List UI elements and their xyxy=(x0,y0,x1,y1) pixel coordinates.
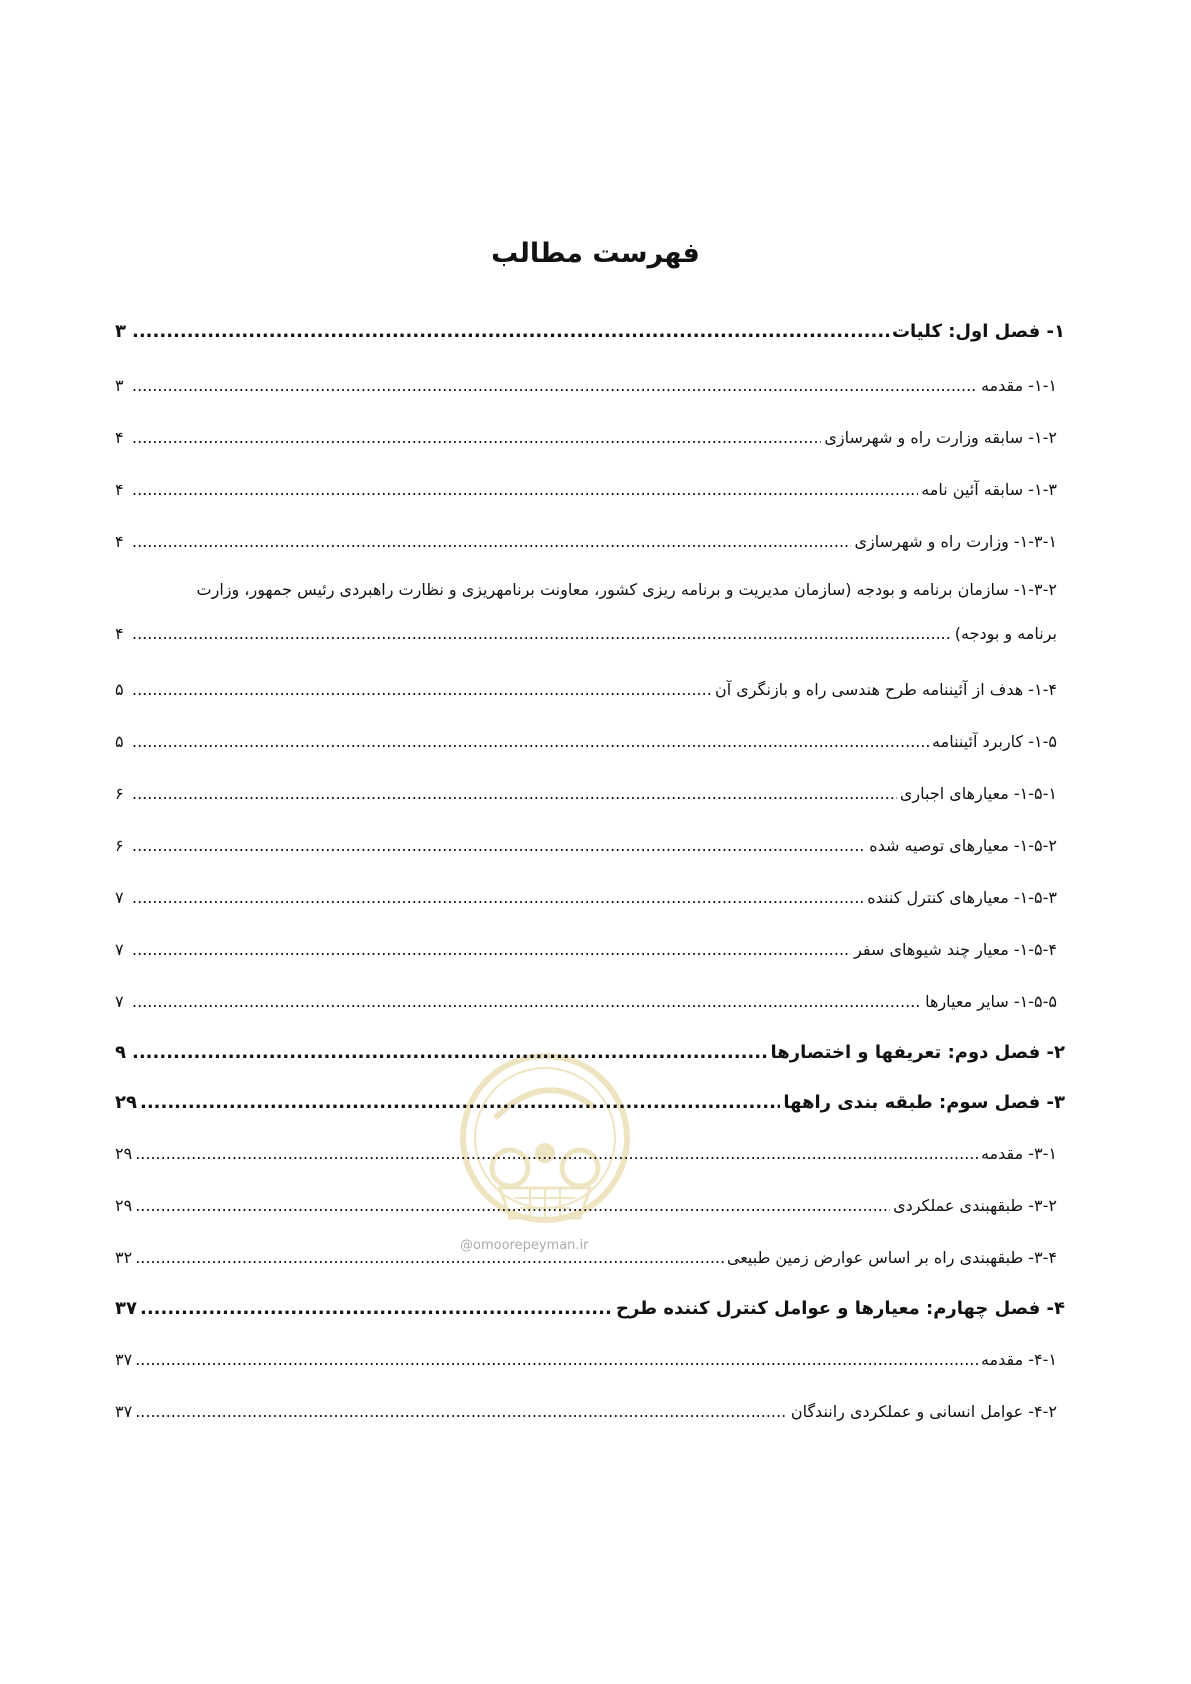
dot-leader xyxy=(132,412,821,464)
toc-section[interactable] xyxy=(115,464,1065,516)
dot-leader xyxy=(132,820,866,872)
toc-page-number: ۶ xyxy=(115,784,124,803)
toc-page-number: ۳۲ xyxy=(115,1248,133,1267)
toc-entry-text: ۳-۴- طبقهبندی راه بر اساس عوارض زمین طبیعی xyxy=(726,1248,1057,1267)
toc-section[interactable] xyxy=(115,1232,1065,1284)
dot-leader xyxy=(140,1284,613,1334)
toc-page-number: ۳۷ xyxy=(115,1298,137,1319)
toc-chapter-1[interactable] xyxy=(115,310,1065,354)
toc-entry-text: ۱-۲- سابقه وزارت راه و شهرسازی xyxy=(824,428,1057,447)
toc-section[interactable] xyxy=(115,820,1065,872)
toc-chapter-2[interactable] xyxy=(115,1028,1065,1078)
dot-leader xyxy=(132,360,978,412)
toc-entry-text: ۱-۵-۲- معیارهای توصیه شده xyxy=(869,836,1057,855)
toc-entry-text: ۴-۱- مقدمه xyxy=(980,1350,1057,1369)
toc-entry-text: ۱-۵-۴- معیار چند شیوهای سفر xyxy=(854,940,1057,959)
toc-section[interactable] xyxy=(115,360,1065,412)
toc-entry-text: ۱-۵-۳- معیارهای کنترل کننده xyxy=(867,888,1057,907)
toc-entry-text: ۱-۵-۵- سایر معیارها xyxy=(925,992,1057,1011)
toc-entry-text: ۴-۲- عوامل انسانی و عملکردی رانندگان xyxy=(790,1402,1057,1421)
dot-leader xyxy=(132,664,712,716)
toc-section[interactable] xyxy=(115,1180,1065,1232)
toc-section[interactable] xyxy=(115,412,1065,464)
dot-leader xyxy=(135,1232,724,1284)
dot-leader xyxy=(132,310,889,354)
toc-entry-text: ۱-۵- کاربرد آئیننامه xyxy=(932,732,1057,751)
toc-page-number: ۵ xyxy=(115,680,124,699)
toc-entry-text: ۲- فصل دوم: تعریفها و اختصارها xyxy=(770,1042,1065,1063)
dot-leader xyxy=(132,768,897,820)
toc-page-number: ۴ xyxy=(115,480,124,499)
page-title: فهرست مطالب xyxy=(491,238,700,269)
toc-page-number: ۷ xyxy=(115,992,124,1011)
toc-section[interactable] xyxy=(115,1128,1065,1180)
toc-entry-text: ۱-۱- مقدمه xyxy=(980,376,1057,395)
toc-entry-text: ۱-۵-۱- معیارهای اجباری xyxy=(899,784,1057,803)
toc-entry-text: ۳-۲- طبقهبندی عملکردی xyxy=(893,1196,1057,1215)
toc-section-multiline[interactable] xyxy=(115,568,1065,664)
toc-page-number: ۳۷ xyxy=(115,1402,133,1421)
toc-entry-text: ۱- فصل اول: کلیات xyxy=(891,321,1065,342)
toc-entry-text-line2: برنامه و بودجه) xyxy=(954,624,1057,643)
toc-page-number: ۹ xyxy=(115,1042,126,1063)
dot-leader xyxy=(132,872,864,924)
toc-page-number: ۴ xyxy=(115,428,124,447)
toc-entry-text: ۱-۴- هدف از آئیننامه طرح هندسی راه و بازنگری آن xyxy=(715,680,1057,699)
toc-section[interactable] xyxy=(115,1334,1065,1386)
toc-page-number: ۴ xyxy=(115,624,124,643)
toc-section[interactable] xyxy=(115,1386,1065,1438)
toc-page-number: ۳ xyxy=(115,321,126,342)
dot-leader xyxy=(135,1386,788,1438)
toc-section[interactable] xyxy=(115,716,1065,768)
toc-entry-text: ۱-۳-۱- وزارت راه و شهرسازی xyxy=(854,532,1057,551)
toc-chapter-3[interactable] xyxy=(115,1078,1065,1128)
dot-leader xyxy=(135,1128,978,1180)
toc-section[interactable] xyxy=(115,768,1065,820)
toc-entry-text: ۳- فصل سوم: طبقه بندی راهها xyxy=(783,1092,1065,1113)
toc-section[interactable] xyxy=(115,924,1065,976)
toc-page-number: ۴ xyxy=(115,532,124,551)
toc-page-number: ۶ xyxy=(115,836,124,855)
dot-leader xyxy=(135,1180,890,1232)
dot-leader xyxy=(132,612,952,656)
toc-page-number: ۷ xyxy=(115,888,124,907)
table-of-contents xyxy=(115,310,1065,1438)
toc-section[interactable] xyxy=(115,664,1065,716)
dot-leader xyxy=(140,1078,780,1128)
dot-leader xyxy=(132,716,929,768)
toc-page-number: ۲۹ xyxy=(115,1144,133,1163)
toc-section[interactable] xyxy=(115,872,1065,924)
watermark-site-text: @omoorepeyman.ir xyxy=(460,1238,589,1253)
toc-chapter-4[interactable] xyxy=(115,1284,1065,1334)
toc-entry-text-line1: ۱-۳-۲- سازمان برنامه و بودجه (سازمان مدیریت و برنامه ریزی کشور، معاونت برنامهریزی و نظارت راهبردی رئیس جمهور، وزارت xyxy=(196,580,1057,599)
dot-leader xyxy=(132,1028,768,1078)
toc-section[interactable] xyxy=(115,516,1065,568)
dot-leader xyxy=(132,976,922,1028)
toc-page-number: ۷ xyxy=(115,940,124,959)
toc-page-number: ۲۹ xyxy=(115,1092,137,1113)
dot-leader xyxy=(132,464,918,516)
dot-leader xyxy=(135,1334,978,1386)
toc-page-number: ۵ xyxy=(115,732,124,751)
toc-entry-text: ۴- فصل چهارم: معیارها و عوامل کنترل کننده طرح xyxy=(615,1298,1065,1319)
toc-page-number: ۳۷ xyxy=(115,1350,133,1369)
dot-leader xyxy=(132,516,851,568)
toc-page-number: ۲۹ xyxy=(115,1196,133,1215)
dot-leader xyxy=(132,924,851,976)
toc-entry-text: ۱-۳- سابقه آئین نامه xyxy=(921,480,1057,499)
toc-section[interactable] xyxy=(115,976,1065,1028)
toc-entry-text: ۳-۱- مقدمه xyxy=(980,1144,1057,1163)
toc-page-number: ۳ xyxy=(115,376,124,395)
